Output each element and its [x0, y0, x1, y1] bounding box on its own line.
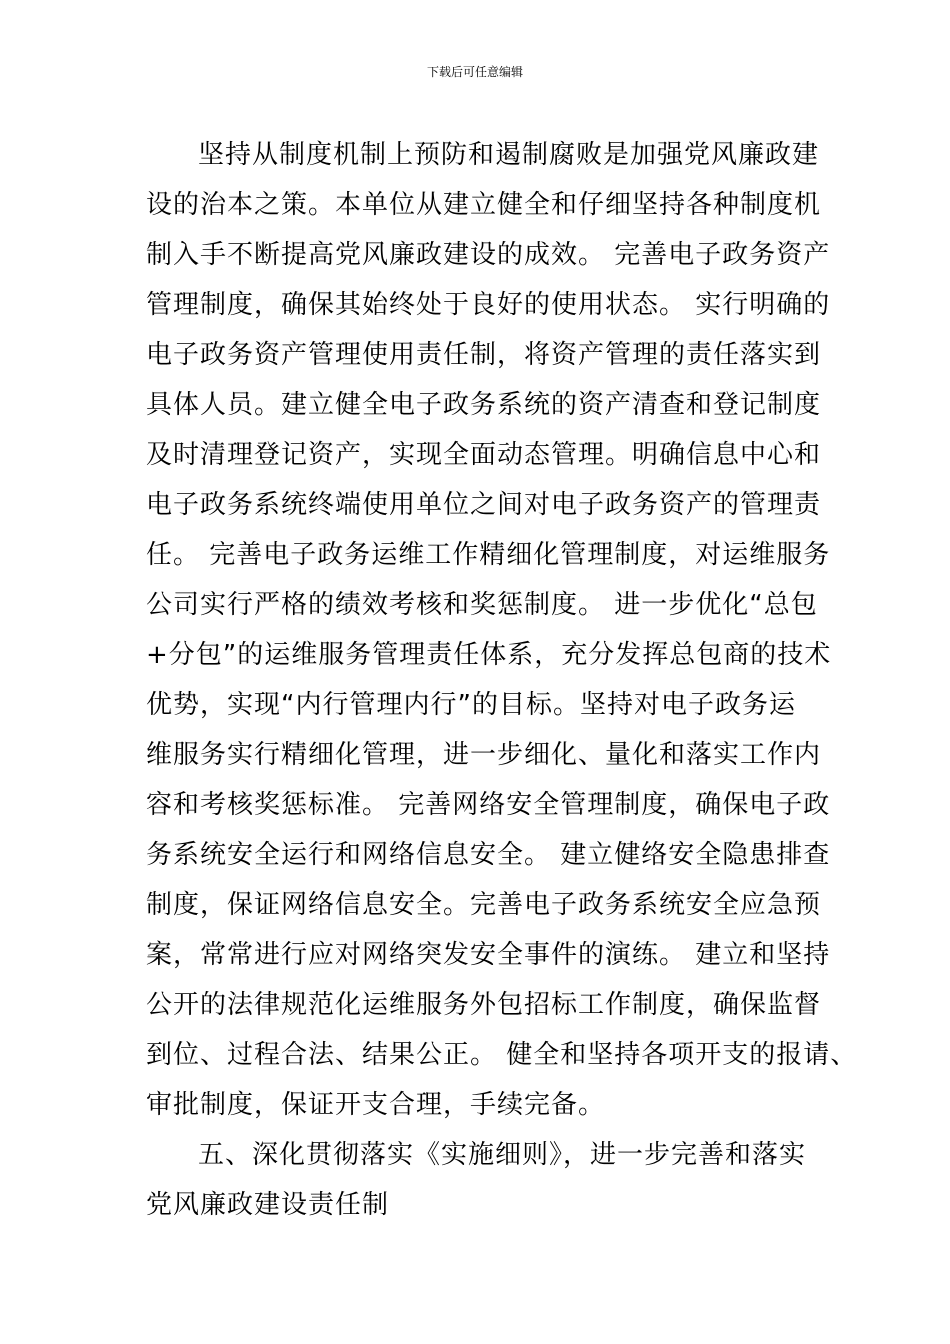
document-body	[146, 130, 858, 1230]
text-line: 案，常常进行应对网络突发安全事件的演练。 建立和坚持	[146, 940, 831, 970]
text-line: 容和考核奖惩标准。 完善网络安全管理制度，确保电子政	[146, 790, 831, 820]
text-line: 优势，实现“内行管理内行”的目标。坚持对电子政务运	[146, 690, 796, 720]
text-line: 务系统安全运行和网络信息安全。 建立健络安全隐患排查	[146, 840, 831, 870]
text-line: 及时清理登记资产，实现全面动态管理。明确信息中心和	[146, 440, 822, 470]
text-line: 管理制度，确保其始终处于良好的使用状态。 实行明确的	[146, 290, 831, 320]
text-line: 公司实行严格的绩效考核和奖惩制度。 进一步优化“总包	[146, 590, 818, 620]
paragraph-institutions	[146, 130, 858, 1130]
text-line: 到位、过程合法、结果公正。 健全和坚持各项开支的报请、	[146, 1040, 858, 1070]
text-line: 制入手不断提高党风廉政建设的成效。 完善电子政务资产	[146, 240, 831, 270]
text-line: 设的治本之策。本单位从建立健全和仔细坚持各种制度机	[146, 190, 822, 220]
header-note: 下载后可任意编辑	[426, 65, 523, 79]
text-line: 电子政务资产管理使用责任制，将资产管理的责任落实到	[146, 340, 822, 370]
text-line: +分包”的运维服务管理责任体系，充分发挥总包商的技术	[146, 640, 832, 670]
text-line: 审批制度，保证开支合理，手续完备。	[146, 1090, 606, 1120]
text-line: 维服务实行精细化管理，进一步细化、量化和落实工作内	[146, 740, 822, 770]
text-line: 五、深化贯彻落实《实施细则》，进一步完善和落实	[198, 1140, 807, 1170]
paragraph-section-five	[146, 1130, 816, 1230]
text-line: 公开的法律规范化运维服务外包招标工作制度，确保监督	[146, 990, 822, 1020]
text-line: 电子政务系统终端使用单位之间对电子政务资产的管理责	[146, 490, 822, 520]
text-line: 坚持从制度机制上预防和遏制腐败是加强党风廉政建	[198, 140, 820, 170]
text-line: 党风廉政建设责任制	[146, 1190, 390, 1220]
text-line: 具体人员。建立健全电子政务系统的资产清查和登记制度	[146, 390, 822, 420]
text-line: 制度，保证网络信息安全。完善电子政务系统安全应急预	[146, 890, 822, 920]
text-line: 任。 完善电子政务运维工作精细化管理制度，对运维服务	[146, 540, 831, 570]
